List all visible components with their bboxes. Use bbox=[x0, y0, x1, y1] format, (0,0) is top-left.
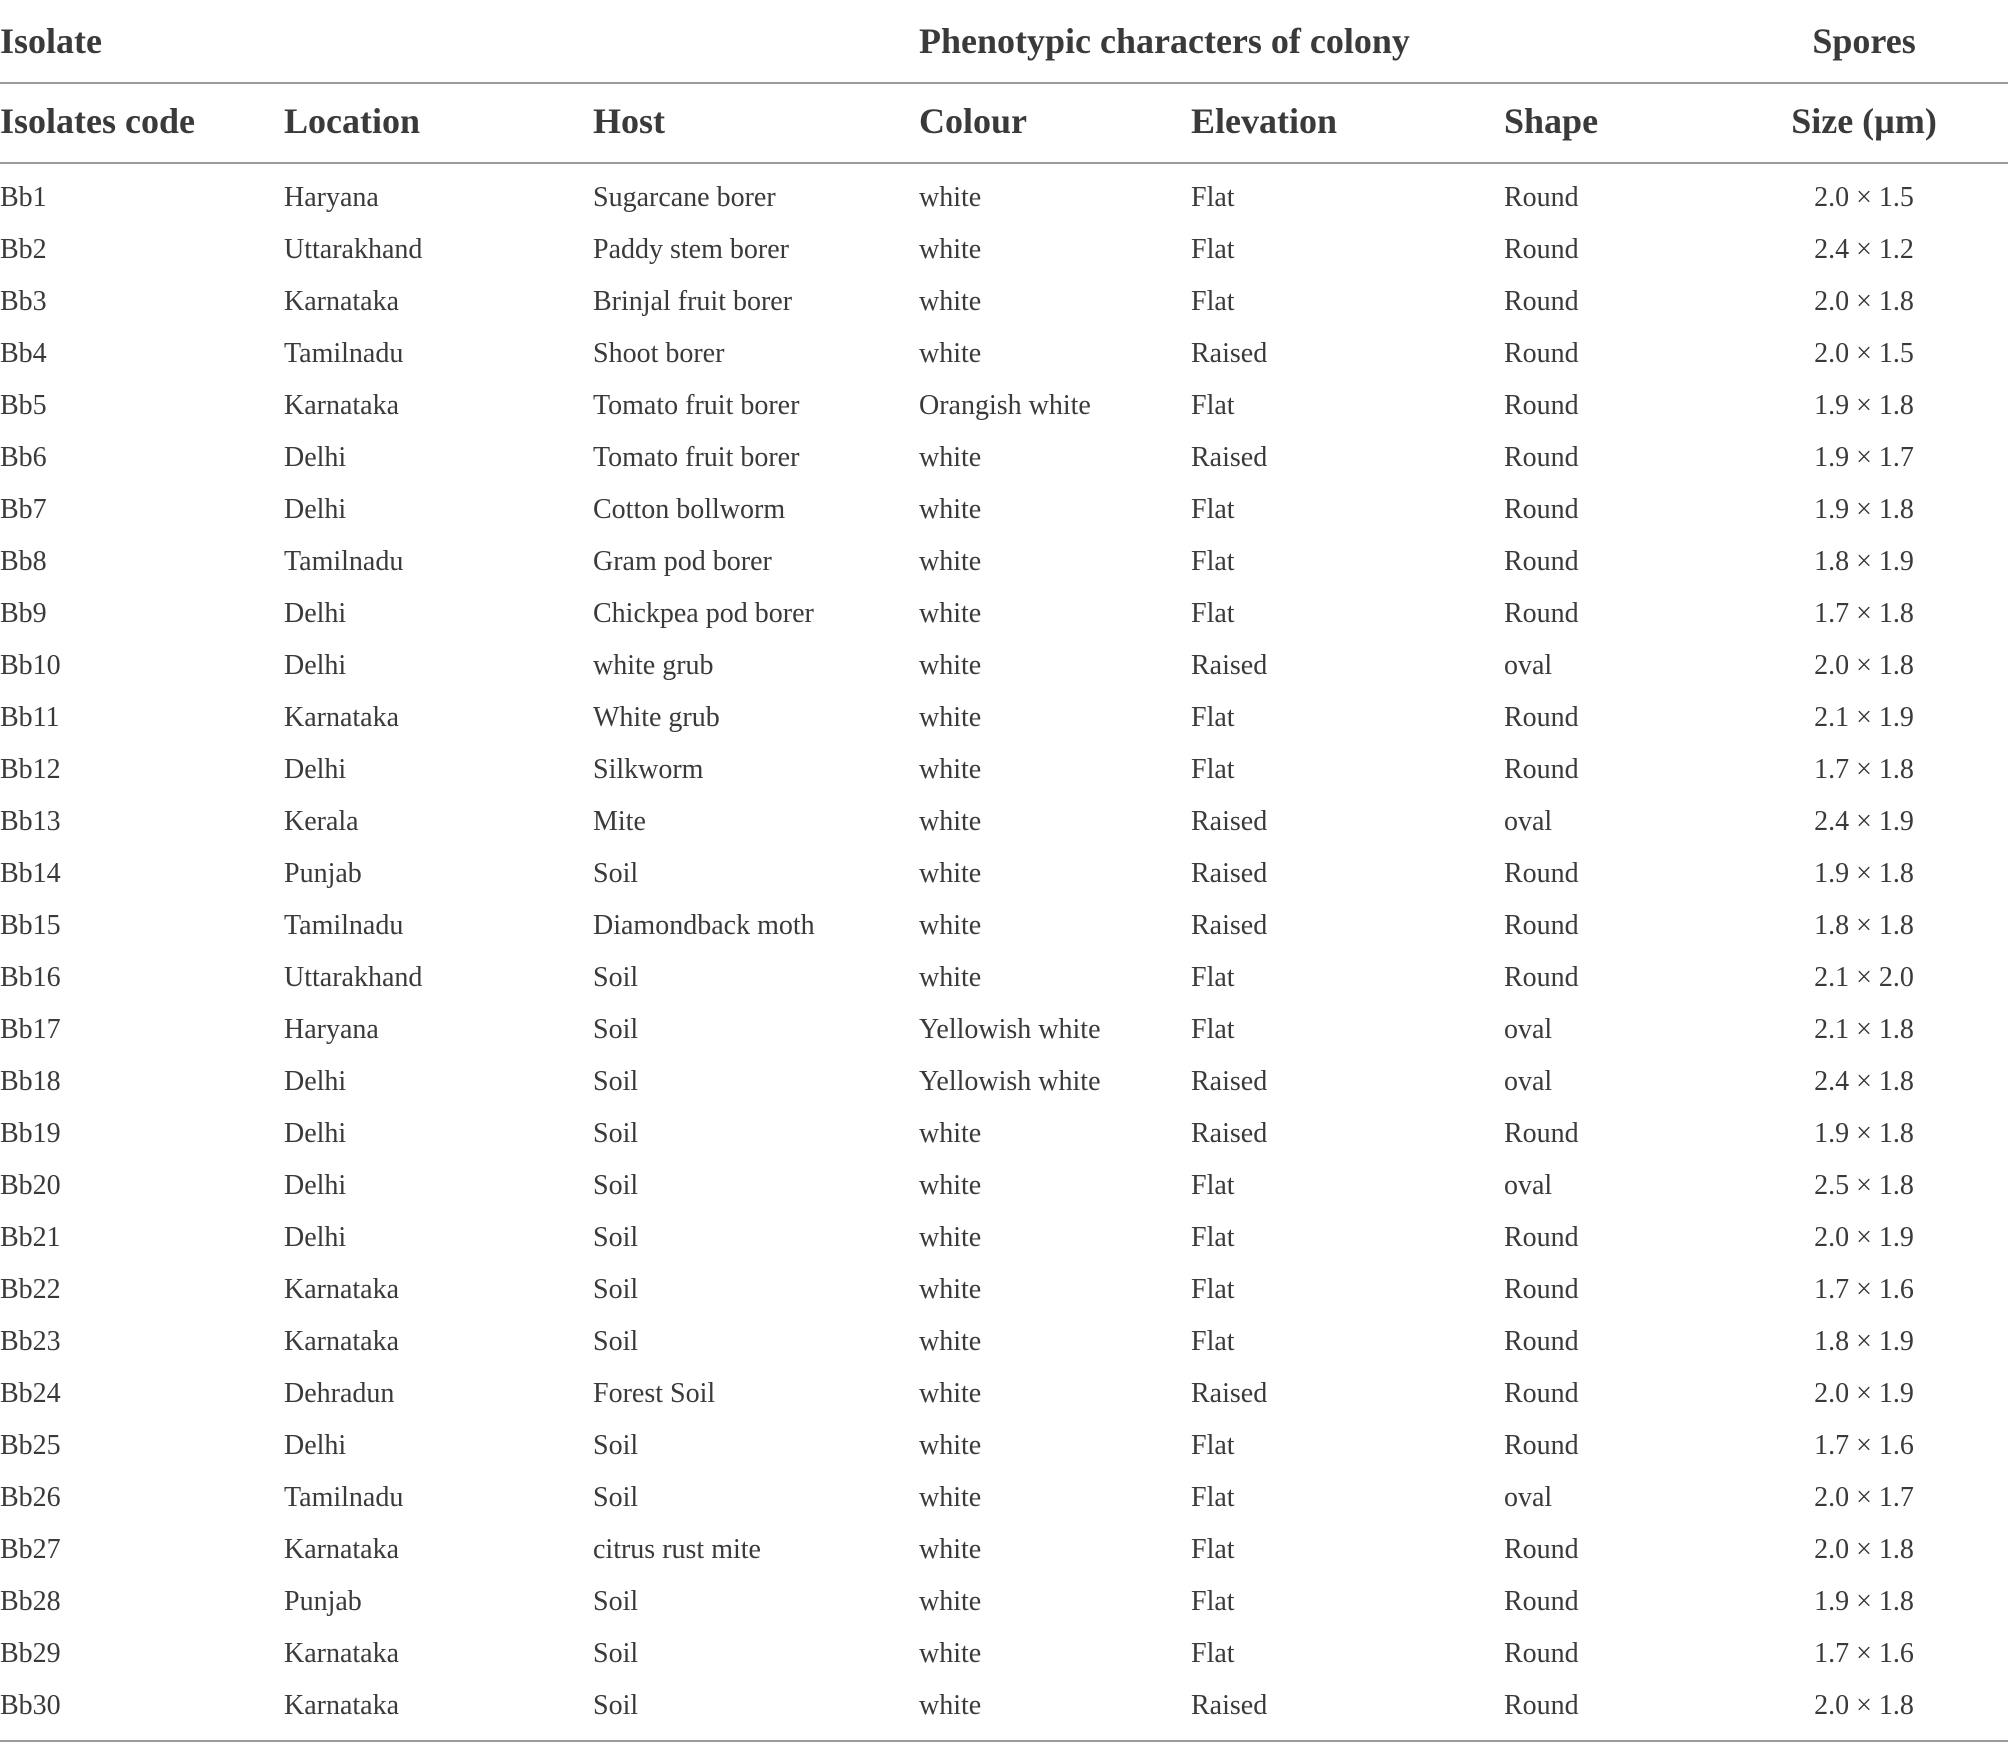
cell-shape: Round bbox=[1504, 1586, 1579, 1617]
cell-location: Haryana bbox=[284, 182, 379, 213]
cell-colour: Orangish white bbox=[919, 390, 1091, 421]
cell-host: Soil bbox=[593, 1482, 639, 1513]
cell-shape: Round bbox=[1504, 858, 1579, 889]
cell-isolate-code: Bb24 bbox=[0, 1378, 61, 1409]
table-row bbox=[0, 1316, 2008, 1368]
cell-shape: Round bbox=[1504, 598, 1579, 629]
cell-location: Delhi bbox=[284, 754, 347, 785]
cell-colour: white bbox=[919, 1222, 982, 1253]
group-header-isolate: Isolate bbox=[0, 21, 102, 61]
cell-elevation: Flat bbox=[1191, 1482, 1235, 1513]
cell-colour: white bbox=[919, 598, 982, 629]
cell-colour: white bbox=[919, 234, 982, 265]
cell-location: Kerala bbox=[284, 806, 359, 837]
table-row bbox=[0, 536, 2008, 588]
cell-colour: white bbox=[919, 494, 982, 525]
cell-isolate-code: Bb22 bbox=[0, 1274, 61, 1305]
cell-size: 1.7 × 1.8 bbox=[1814, 598, 1914, 629]
cell-colour: white bbox=[919, 858, 982, 889]
cell-shape: Round bbox=[1504, 182, 1579, 213]
cell-location: Delhi bbox=[284, 1222, 347, 1253]
table-row bbox=[0, 952, 2008, 1004]
cell-size: 2.4 × 1.8 bbox=[1814, 1066, 1914, 1097]
cell-shape: Round bbox=[1504, 1326, 1579, 1357]
column-header-elevation: Elevation bbox=[1191, 83, 1504, 163]
cell-shape: Round bbox=[1504, 546, 1579, 577]
cell-size: 2.4 × 1.9 bbox=[1814, 806, 1914, 837]
cell-shape: Round bbox=[1504, 910, 1579, 941]
table-row bbox=[0, 1264, 2008, 1316]
table-row bbox=[0, 380, 2008, 432]
table-row bbox=[0, 692, 2008, 744]
cell-colour: white bbox=[919, 338, 982, 369]
cell-shape: Round bbox=[1504, 1222, 1579, 1253]
cell-colour: white bbox=[919, 1170, 982, 1201]
cell-isolate-code: Bb1 bbox=[0, 182, 47, 213]
cell-location: Uttarakhand bbox=[284, 962, 423, 993]
cell-elevation: Flat bbox=[1191, 1534, 1235, 1565]
group-header-phenotypic: Phenotypic characters of colony bbox=[919, 21, 1410, 61]
cell-colour: white bbox=[919, 1638, 982, 1669]
cell-size: 1.9 × 1.7 bbox=[1814, 442, 1914, 473]
cell-isolate-code: Bb9 bbox=[0, 598, 47, 629]
cell-location: Delhi bbox=[284, 494, 347, 525]
cell-colour: white bbox=[919, 1378, 982, 1409]
cell-size: 2.0 × 1.9 bbox=[1814, 1378, 1914, 1409]
cell-location: Tamilnadu bbox=[284, 1482, 404, 1513]
column-header-colour: Colour bbox=[919, 83, 1191, 163]
cell-host: Soil bbox=[593, 1222, 639, 1253]
table-body bbox=[0, 163, 2008, 1741]
cell-location: Karnataka bbox=[284, 286, 400, 317]
cell-host: Soil bbox=[593, 1680, 919, 1741]
cell-location: Delhi bbox=[284, 1118, 347, 1149]
cell-isolate-code: Bb27 bbox=[0, 1534, 61, 1565]
cell-elevation: Raised bbox=[1191, 1066, 1268, 1097]
cell-host: Silkworm bbox=[593, 754, 704, 785]
cell-elevation: Flat bbox=[1191, 1430, 1235, 1461]
cell-size: 1.7 × 1.6 bbox=[1814, 1638, 1914, 1669]
cell-host: Shoot borer bbox=[593, 338, 725, 369]
table-row bbox=[0, 1160, 2008, 1212]
cell-location: Tamilnadu bbox=[284, 546, 404, 577]
cell-isolate-code: Bb8 bbox=[0, 546, 47, 577]
cell-isolate-code: Bb11 bbox=[0, 702, 60, 733]
table-row bbox=[0, 1056, 2008, 1108]
column-header-shape: Shape bbox=[1504, 83, 1720, 163]
group-header-spores: Spores bbox=[1812, 21, 1916, 61]
table-row bbox=[0, 1576, 2008, 1628]
cell-isolate-code: Bb3 bbox=[0, 286, 47, 317]
cell-host: Cotton bollworm bbox=[593, 494, 786, 525]
cell-host: Brinjal fruit borer bbox=[593, 286, 793, 317]
cell-colour: white bbox=[919, 1326, 982, 1357]
cell-isolate-code: Bb28 bbox=[0, 1586, 61, 1617]
cell-colour: white bbox=[919, 1586, 982, 1617]
cell-size: 1.7 × 1.6 bbox=[1814, 1274, 1914, 1305]
cell-shape: Round bbox=[1504, 1378, 1579, 1409]
cell-host: Soil bbox=[593, 1430, 639, 1461]
cell-isolate-code: Bb30 bbox=[0, 1680, 284, 1741]
cell-shape: oval bbox=[1504, 650, 1553, 681]
cell-host: Chickpea pod borer bbox=[593, 598, 814, 629]
table-row bbox=[0, 1004, 2008, 1056]
cell-host: Soil bbox=[593, 962, 639, 993]
column-header-host: Host bbox=[593, 83, 919, 163]
cell-size: 2.0 × 1.8 bbox=[1814, 1534, 1914, 1565]
cell-isolate-code: Bb7 bbox=[0, 494, 47, 525]
cell-isolate-code: Bb14 bbox=[0, 858, 61, 889]
cell-elevation: Flat bbox=[1191, 286, 1235, 317]
cell-shape: Round bbox=[1504, 754, 1579, 785]
table-row bbox=[0, 640, 2008, 692]
cell-shape: Round bbox=[1504, 442, 1579, 473]
table-row bbox=[0, 588, 2008, 640]
cell-elevation: Flat bbox=[1191, 1274, 1235, 1305]
cell-shape: Round bbox=[1504, 234, 1579, 265]
cell-size: 1.9 × 1.8 bbox=[1814, 1586, 1914, 1617]
cell-location: Tamilnadu bbox=[284, 910, 404, 941]
cell-isolate-code: Bb21 bbox=[0, 1222, 61, 1253]
cell-host: Mite bbox=[593, 806, 646, 837]
cell-elevation: Flat bbox=[1191, 754, 1235, 785]
cell-size: 1.9 × 1.8 bbox=[1814, 1118, 1914, 1149]
cell-shape: Round bbox=[1504, 1430, 1579, 1461]
cell-colour: white bbox=[919, 1680, 1191, 1741]
cell-colour: white bbox=[919, 754, 982, 785]
cell-colour: white bbox=[919, 1118, 982, 1149]
cell-host: Soil bbox=[593, 1170, 639, 1201]
cell-isolate-code: Bb5 bbox=[0, 390, 47, 421]
column-header-row bbox=[0, 83, 2008, 163]
cell-elevation: Flat bbox=[1191, 1170, 1235, 1201]
cell-location: Karnataka bbox=[284, 1534, 400, 1565]
table-row bbox=[0, 848, 2008, 900]
cell-elevation: Flat bbox=[1191, 494, 1235, 525]
cell-location: Delhi bbox=[284, 442, 347, 473]
cell-size: 1.8 × 1.9 bbox=[1814, 546, 1914, 577]
cell-elevation: Flat bbox=[1191, 1586, 1235, 1617]
cell-shape: Round bbox=[1504, 1118, 1579, 1149]
cell-location: Karnataka bbox=[284, 390, 400, 421]
cell-shape: Round bbox=[1504, 390, 1579, 421]
cell-host: White grub bbox=[593, 702, 720, 733]
cell-host: Soil bbox=[593, 1586, 639, 1617]
cell-shape: Round bbox=[1504, 494, 1579, 525]
cell-size: 1.9 × 1.8 bbox=[1814, 858, 1914, 889]
cell-elevation: Raised bbox=[1191, 1680, 1504, 1741]
cell-host: Soil bbox=[593, 1014, 639, 1045]
cell-host: Soil bbox=[593, 1118, 639, 1149]
cell-elevation: Raised bbox=[1191, 442, 1268, 473]
cell-shape: Round bbox=[1504, 1680, 1720, 1741]
table-row bbox=[0, 484, 2008, 536]
cell-isolate-code: Bb19 bbox=[0, 1118, 61, 1149]
group-header-row bbox=[0, 0, 2008, 83]
cell-elevation: Raised bbox=[1191, 910, 1268, 941]
cell-elevation: Raised bbox=[1191, 858, 1268, 889]
cell-shape: oval bbox=[1504, 806, 1553, 837]
cell-size: 2.0 × 1.8 bbox=[1720, 1680, 2008, 1741]
cell-elevation: Flat bbox=[1191, 1014, 1235, 1045]
cell-colour: white bbox=[919, 1534, 982, 1565]
cell-host: Soil bbox=[593, 858, 639, 889]
cell-location: Punjab bbox=[284, 1586, 362, 1617]
cell-isolate-code: Bb29 bbox=[0, 1638, 61, 1669]
cell-size: 1.7 × 1.6 bbox=[1814, 1430, 1914, 1461]
cell-elevation: Flat bbox=[1191, 182, 1235, 213]
cell-host: Soil bbox=[593, 1326, 639, 1357]
cell-isolate-code: Bb23 bbox=[0, 1326, 61, 1357]
cell-isolate-code: Bb12 bbox=[0, 754, 61, 785]
cell-size: 2.0 × 1.5 bbox=[1814, 182, 1914, 213]
cell-host: Tomato fruit borer bbox=[593, 390, 800, 421]
cell-location: Karnataka bbox=[284, 1274, 400, 1305]
cell-colour: white bbox=[919, 1482, 982, 1513]
cell-host: citrus rust mite bbox=[593, 1534, 761, 1565]
cell-location: Delhi bbox=[284, 1066, 347, 1097]
cell-colour: Yellowish white bbox=[919, 1066, 1101, 1097]
cell-shape: Round bbox=[1504, 286, 1579, 317]
table-row bbox=[0, 224, 2008, 276]
cell-size: 2.4 × 1.2 bbox=[1814, 234, 1914, 265]
column-header-size: Size (µm) bbox=[1720, 83, 2008, 163]
table-row bbox=[0, 744, 2008, 796]
cell-elevation: Flat bbox=[1191, 962, 1235, 993]
table-row bbox=[0, 796, 2008, 848]
cell-size: 1.9 × 1.8 bbox=[1814, 390, 1914, 421]
column-header-isolates-code: Isolates code bbox=[0, 83, 284, 163]
table-row bbox=[0, 900, 2008, 952]
cell-location: Karnataka bbox=[284, 1638, 400, 1669]
cell-host: Soil bbox=[593, 1066, 639, 1097]
table-row bbox=[0, 1680, 2008, 1741]
cell-location: Delhi bbox=[284, 598, 347, 629]
cell-size: 1.9 × 1.8 bbox=[1814, 494, 1914, 525]
cell-location: Uttarakhand bbox=[284, 234, 423, 265]
cell-host: Tomato fruit borer bbox=[593, 442, 800, 473]
table-row bbox=[0, 1368, 2008, 1420]
cell-elevation: Flat bbox=[1191, 234, 1235, 265]
cell-elevation: Flat bbox=[1191, 702, 1235, 733]
cell-host: Soil bbox=[593, 1638, 639, 1669]
table-row bbox=[0, 1212, 2008, 1264]
cell-location: Haryana bbox=[284, 1014, 379, 1045]
cell-elevation: Flat bbox=[1191, 546, 1235, 577]
cell-isolate-code: Bb4 bbox=[0, 338, 47, 369]
cell-host: Diamondback moth bbox=[593, 910, 815, 941]
cell-size: 1.7 × 1.8 bbox=[1814, 754, 1914, 785]
cell-size: 1.8 × 1.9 bbox=[1814, 1326, 1914, 1357]
cell-isolate-code: Bb13 bbox=[0, 806, 61, 837]
cell-size: 2.0 × 1.7 bbox=[1814, 1482, 1914, 1513]
table-row bbox=[0, 163, 2008, 224]
cell-elevation: Raised bbox=[1191, 1378, 1268, 1409]
cell-colour: white bbox=[919, 910, 982, 941]
cell-elevation: Flat bbox=[1191, 1638, 1235, 1669]
table-row bbox=[0, 1524, 2008, 1576]
cell-colour: white bbox=[919, 962, 982, 993]
cell-isolate-code: Bb2 bbox=[0, 234, 47, 265]
cell-location: Delhi bbox=[284, 1430, 347, 1461]
cell-isolate-code: Bb17 bbox=[0, 1014, 61, 1045]
table-row bbox=[0, 328, 2008, 380]
table-row bbox=[0, 276, 2008, 328]
table-row bbox=[0, 1420, 2008, 1472]
cell-colour: white bbox=[919, 182, 982, 213]
cell-host: white grub bbox=[593, 650, 714, 681]
cell-elevation: Raised bbox=[1191, 650, 1268, 681]
cell-isolate-code: Bb20 bbox=[0, 1170, 61, 1201]
cell-location: Punjab bbox=[284, 858, 362, 889]
cell-shape: Round bbox=[1504, 1274, 1579, 1305]
cell-host: Paddy stem borer bbox=[593, 234, 789, 265]
cell-size: 2.0 × 1.8 bbox=[1814, 286, 1914, 317]
cell-shape: Round bbox=[1504, 1638, 1579, 1669]
cell-isolate-code: Bb18 bbox=[0, 1066, 61, 1097]
column-header-location: Location bbox=[284, 83, 593, 163]
cell-elevation: Raised bbox=[1191, 338, 1268, 369]
cell-host: Forest Soil bbox=[593, 1378, 716, 1409]
cell-elevation: Flat bbox=[1191, 1222, 1235, 1253]
cell-elevation: Flat bbox=[1191, 598, 1235, 629]
table-row bbox=[0, 1628, 2008, 1680]
cell-shape: Round bbox=[1504, 338, 1579, 369]
cell-host: Soil bbox=[593, 1274, 639, 1305]
cell-colour: white bbox=[919, 442, 982, 473]
cell-size: 2.0 × 1.9 bbox=[1814, 1222, 1914, 1253]
cell-colour: white bbox=[919, 806, 982, 837]
cell-size: 2.1 × 1.9 bbox=[1814, 702, 1914, 733]
cell-location: Tamilnadu bbox=[284, 338, 404, 369]
cell-isolate-code: Bb25 bbox=[0, 1430, 61, 1461]
cell-size: 2.1 × 2.0 bbox=[1814, 962, 1914, 993]
cell-size: 2.0 × 1.8 bbox=[1814, 650, 1914, 681]
cell-colour: white bbox=[919, 650, 982, 681]
cell-shape: Round bbox=[1504, 1534, 1579, 1565]
cell-elevation: Raised bbox=[1191, 806, 1268, 837]
cell-shape: oval bbox=[1504, 1014, 1553, 1045]
cell-location: Karnataka bbox=[284, 702, 400, 733]
cell-location: Delhi bbox=[284, 1170, 347, 1201]
cell-isolate-code: Bb16 bbox=[0, 962, 61, 993]
cell-location: Karnataka bbox=[284, 1326, 400, 1357]
cell-size: 2.5 × 1.8 bbox=[1814, 1170, 1914, 1201]
cell-colour: Yellowish white bbox=[919, 1014, 1101, 1045]
cell-colour: white bbox=[919, 702, 982, 733]
cell-shape: Round bbox=[1504, 962, 1579, 993]
cell-host: Gram pod borer bbox=[593, 546, 772, 577]
cell-host: Sugarcane borer bbox=[593, 182, 776, 213]
cell-shape: oval bbox=[1504, 1066, 1553, 1097]
table-row bbox=[0, 1472, 2008, 1524]
table-row bbox=[0, 1108, 2008, 1160]
cell-elevation: Raised bbox=[1191, 1118, 1268, 1149]
cell-elevation: Flat bbox=[1191, 390, 1235, 421]
cell-isolate-code: Bb6 bbox=[0, 442, 47, 473]
cell-colour: white bbox=[919, 1430, 982, 1461]
cell-colour: white bbox=[919, 1274, 982, 1305]
cell-size: 2.0 × 1.5 bbox=[1814, 338, 1914, 369]
cell-size: 2.1 × 1.8 bbox=[1814, 1014, 1914, 1045]
cell-location: Delhi bbox=[284, 650, 347, 681]
cell-shape: oval bbox=[1504, 1482, 1553, 1513]
cell-colour: white bbox=[919, 546, 982, 577]
cell-isolate-code: Bb26 bbox=[0, 1482, 61, 1513]
cell-shape: oval bbox=[1504, 1170, 1553, 1201]
cell-isolate-code: Bb15 bbox=[0, 910, 61, 941]
cell-location: Dehradun bbox=[284, 1378, 395, 1409]
cell-isolate-code: Bb10 bbox=[0, 650, 61, 681]
cell-location: Karnataka bbox=[284, 1680, 593, 1741]
table-row bbox=[0, 432, 2008, 484]
cell-shape: Round bbox=[1504, 702, 1579, 733]
cell-elevation: Flat bbox=[1191, 1326, 1235, 1357]
cell-colour: white bbox=[919, 286, 982, 317]
cell-size: 1.8 × 1.8 bbox=[1814, 910, 1914, 941]
